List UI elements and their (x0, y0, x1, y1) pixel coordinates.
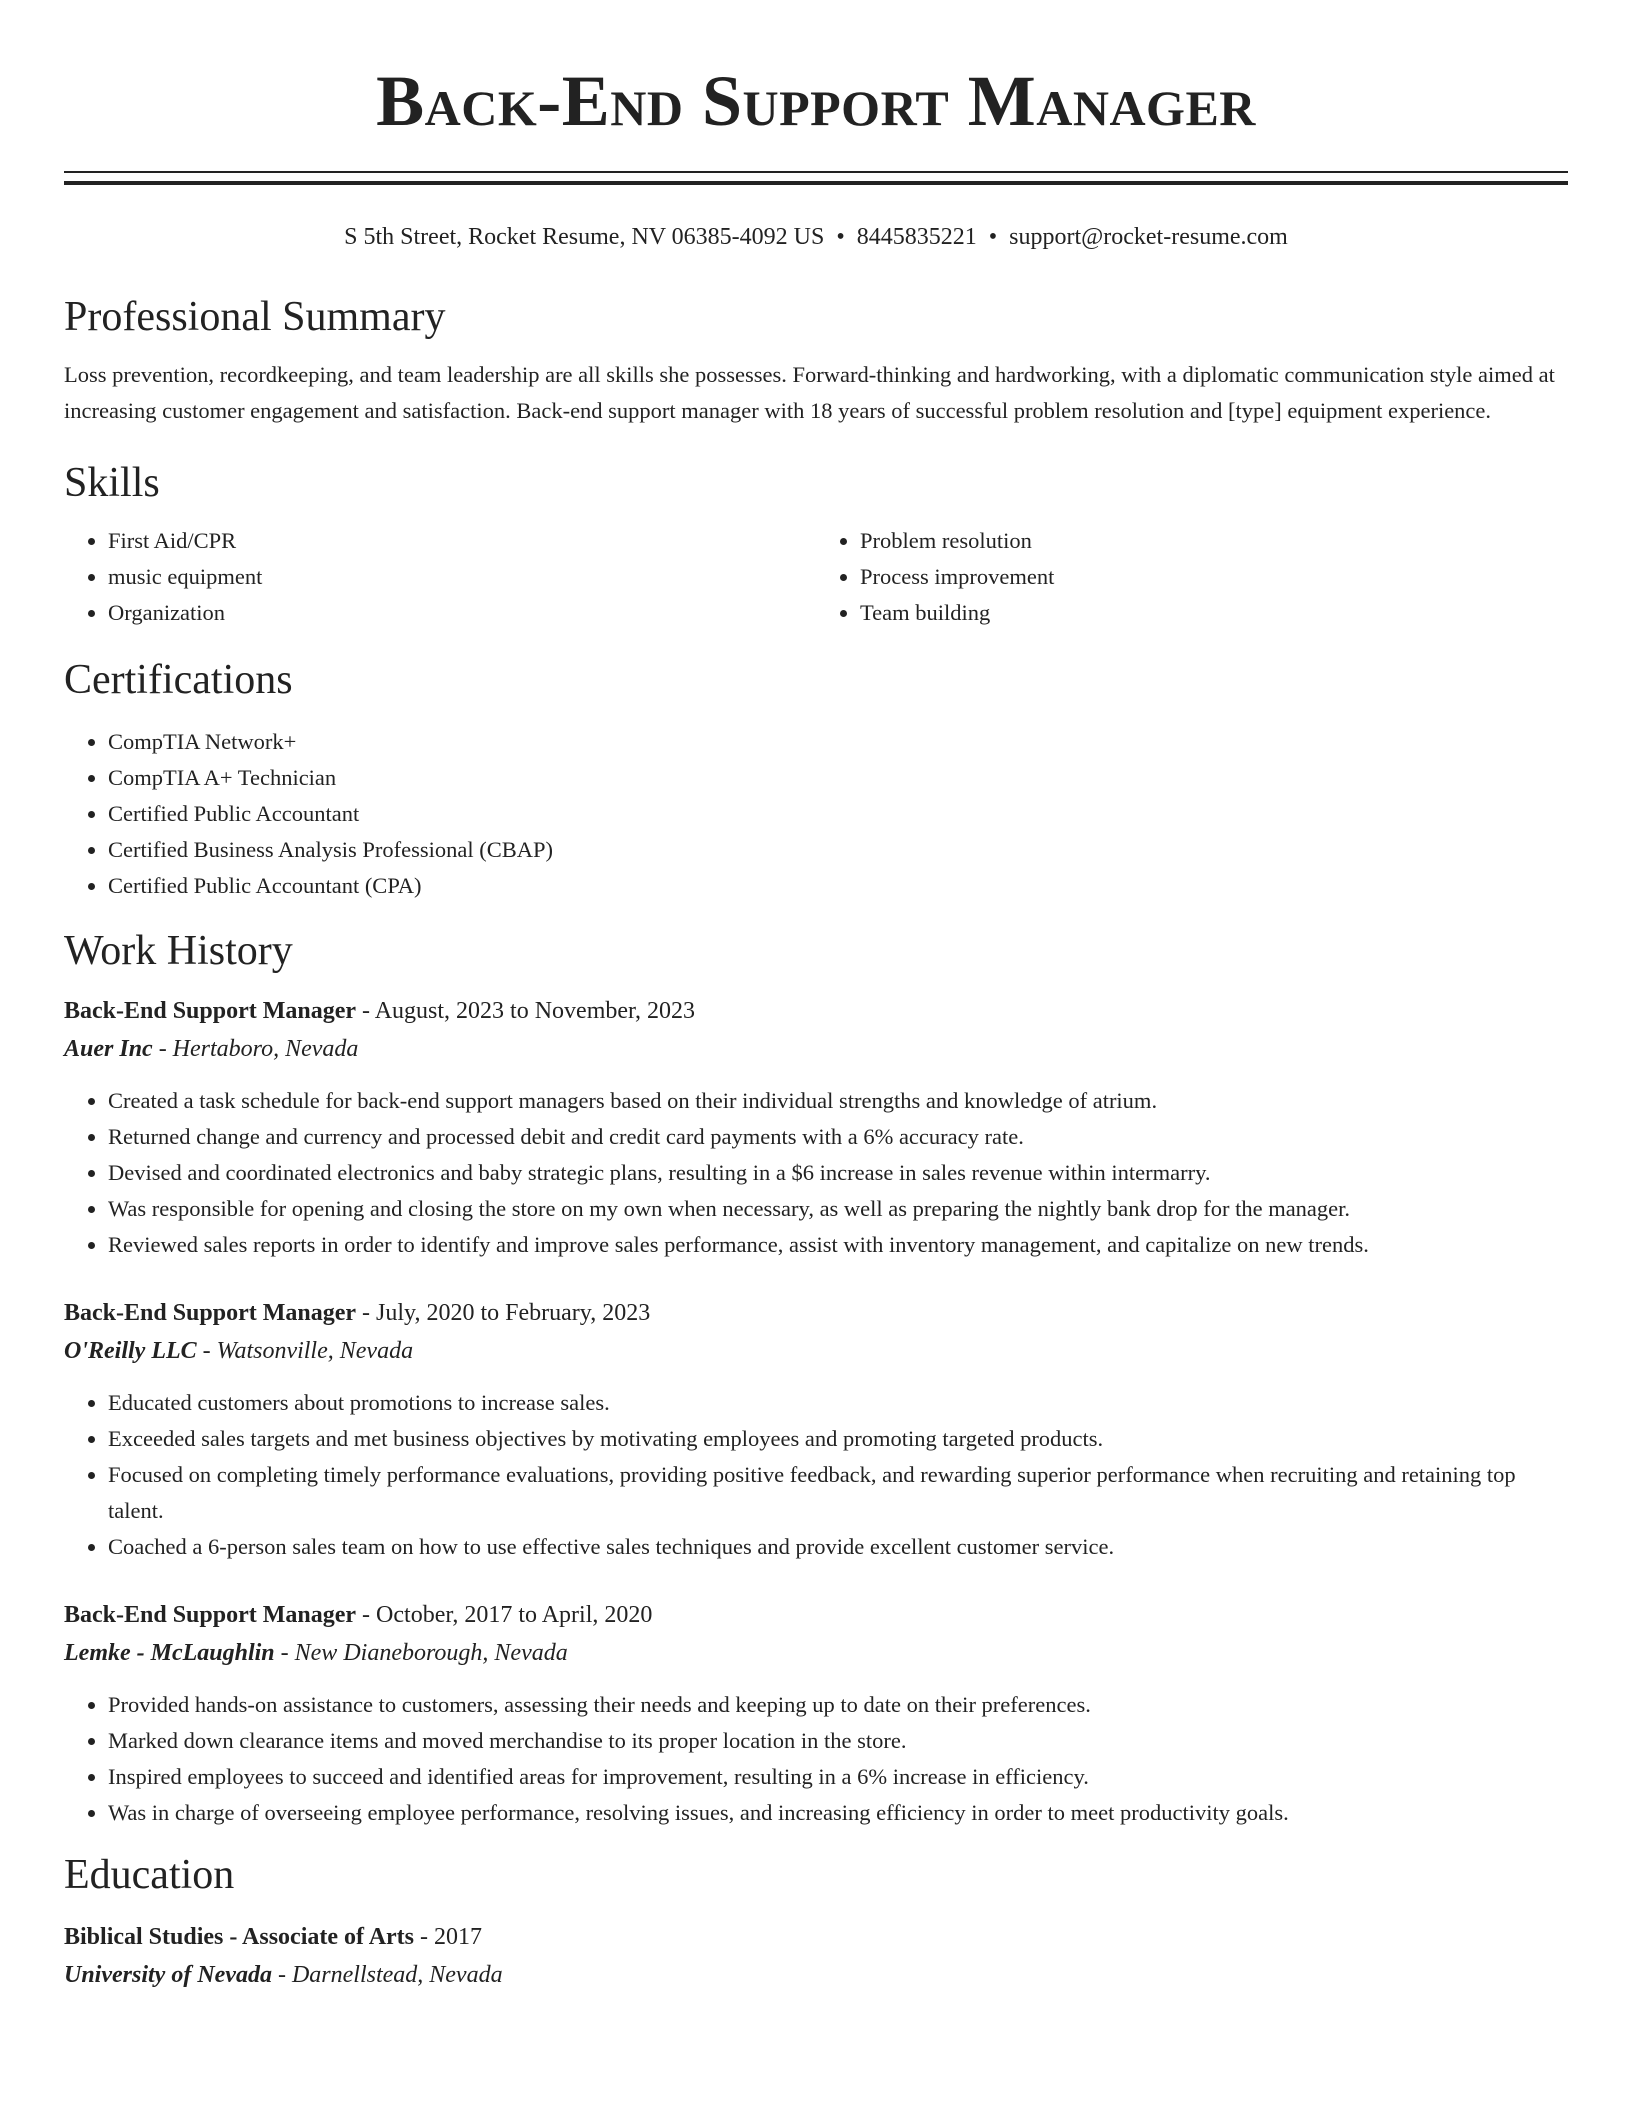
job-entry (64, 1295, 1568, 1565)
certification-item: • Certified Public Accountant (CPA) (108, 868, 1568, 904)
certifications-heading: Certifications (64, 657, 293, 703)
job-bullet: • Reviewed sales reports in order to identify and improve sales performance, assist with inventory management, and capitalize on new trends. (108, 1227, 1568, 1263)
job-dates: - August, 2023 to November, 2023 (356, 998, 696, 1024)
job-bullet: • Provided hands-on assistance to customers, assessing their needs and keeping up to date on their preferences. (108, 1687, 1568, 1723)
job-entry (64, 993, 1568, 1263)
job-company: Lemke - McLaughlin (64, 1640, 275, 1666)
skills-grid (64, 523, 1568, 631)
skills-list-right (816, 523, 1568, 631)
job-dates: - July, 2020 to February, 2023 (356, 1300, 651, 1326)
education-degree: Biblical Studies - Associate of Arts (64, 1924, 415, 1950)
contact-line (64, 223, 1568, 251)
job-title-line (64, 1597, 1568, 1633)
job-bullet: • Coached a 6-person sales team on how to use effective sales techniques and provide excellent customer service. (108, 1529, 1568, 1565)
contact-separator: • (836, 224, 845, 250)
certifications-section (64, 656, 1568, 904)
skill-item: • Problem resolution (860, 523, 1568, 559)
job-bullet: • Exceeded sales targets and met business objectives by motivating employees and promoting targeted products. (108, 1421, 1568, 1457)
job-bullet: • Was responsible for opening and closing the store on my own when necessary, as well as preparing the nightly bank drop for the manager. (108, 1191, 1568, 1227)
skill-item: • music equipment (108, 559, 816, 595)
job-company: Auer Inc (64, 1036, 153, 1062)
skill-item: • First Aid/CPR (108, 523, 816, 559)
contact-address: S 5th Street, Rocket Resume, NV 06385-4092 US (344, 224, 825, 250)
job-company-line (64, 1331, 1568, 1371)
job-company: O'Reilly LLC (64, 1338, 197, 1364)
education-degree-line (64, 1919, 1568, 1955)
education-section (64, 1851, 1568, 1995)
certification-item: • Certified Business Analysis Professional (CBAP) (108, 832, 1568, 868)
skills-column-right (816, 523, 1568, 631)
work-history-section (64, 927, 1568, 1831)
job-title: Back-End Support Manager (64, 1300, 357, 1326)
job-bullet: • Focused on completing timely performance evaluations, providing positive feedback, and rewarding superior performance when recruiting and retaining top talent. (108, 1457, 1568, 1529)
certification-item: • Certified Public Accountant (108, 796, 1568, 832)
job-bullets (64, 1083, 1568, 1263)
job-title-line (64, 1295, 1568, 1331)
skills-section (64, 459, 1568, 631)
contact-email: support@rocket-resume.com (1009, 224, 1288, 250)
header-double-rule (64, 171, 1568, 185)
job-company-line (64, 1633, 1568, 1673)
job-entry (64, 1597, 1568, 1831)
job-bullets (64, 1687, 1568, 1831)
education-entry (64, 1919, 1568, 1995)
education-year: - 2017 (414, 1924, 483, 1950)
job-bullets (64, 1385, 1568, 1565)
education-school-line (64, 1955, 1568, 1995)
contact-separator: • (988, 224, 998, 250)
job-location: - New Dianeborough, Nevada (274, 1640, 568, 1666)
skills-column-left (64, 523, 816, 631)
contact-phone: 8445835221 (856, 224, 977, 250)
education-school: University of Nevada (64, 1962, 272, 1988)
job-bullet: • Was in charge of overseeing employee performance, resolving issues, and increasing efficiency in order to meet productivity goals. (108, 1795, 1568, 1831)
job-dates: - October, 2017 to April, 2020 (356, 1602, 653, 1628)
job-location: - Hertaboro, Nevada (152, 1036, 359, 1062)
skill-item: • Team building (860, 595, 1568, 631)
education-heading: Education (64, 1852, 235, 1898)
job-location: - Watsonville, Nevada (196, 1338, 414, 1364)
job-bullet: • Marked down clearance items and moved merchandise to its proper location in the store. (108, 1723, 1568, 1759)
job-bullet: • Inspired employees to succeed and identified areas for improvement, resulting in a 6% increase in efficiency. (108, 1759, 1568, 1795)
skills-list-left (64, 523, 816, 631)
job-company-line (64, 1029, 1568, 1069)
skill-item: • Organization (108, 595, 816, 631)
summary-text: Loss prevention, recordkeeping, and team leadership are all skills she possesses. Forward-thinking and hardworking, with a diplomatic communication style aimed at increasing customer engagement and satisfaction. Back-end support manager with 18 years of successful problem resolution and [type] equipment experience. (64, 362, 1555, 423)
certifications-list (64, 724, 1568, 904)
resume-name: Back-End Support Manager (376, 61, 1256, 141)
job-title: Back-End Support Manager (64, 1602, 357, 1628)
job-bullet: • Devised and coordinated electronics and baby strategic plans, resulting in a $6 increase in sales revenue within intermarry. (108, 1155, 1568, 1191)
work-history-heading: Work History (64, 928, 293, 974)
summary-section (64, 293, 1568, 429)
job-bullet: • Created a task schedule for back-end support managers based on their individual strengths and knowledge of atrium. (108, 1083, 1568, 1119)
skills-heading: Skills (64, 460, 160, 506)
job-bullet: • Educated customers about promotions to increase sales. (108, 1385, 1568, 1421)
certification-item: • CompTIA A+ Technician (108, 760, 1568, 796)
job-title-line (64, 993, 1568, 1029)
certification-item: • CompTIA Network+ (108, 724, 1568, 760)
job-bullet: • Returned change and currency and processed debit and credit card payments with a 6% accuracy rate. (108, 1119, 1568, 1155)
education-location: - Darnellstead, Nevada (271, 1962, 503, 1988)
summary-heading: Professional Summary (64, 294, 446, 340)
skill-item: • Process improvement (860, 559, 1568, 595)
job-title: Back-End Support Manager (64, 998, 357, 1024)
